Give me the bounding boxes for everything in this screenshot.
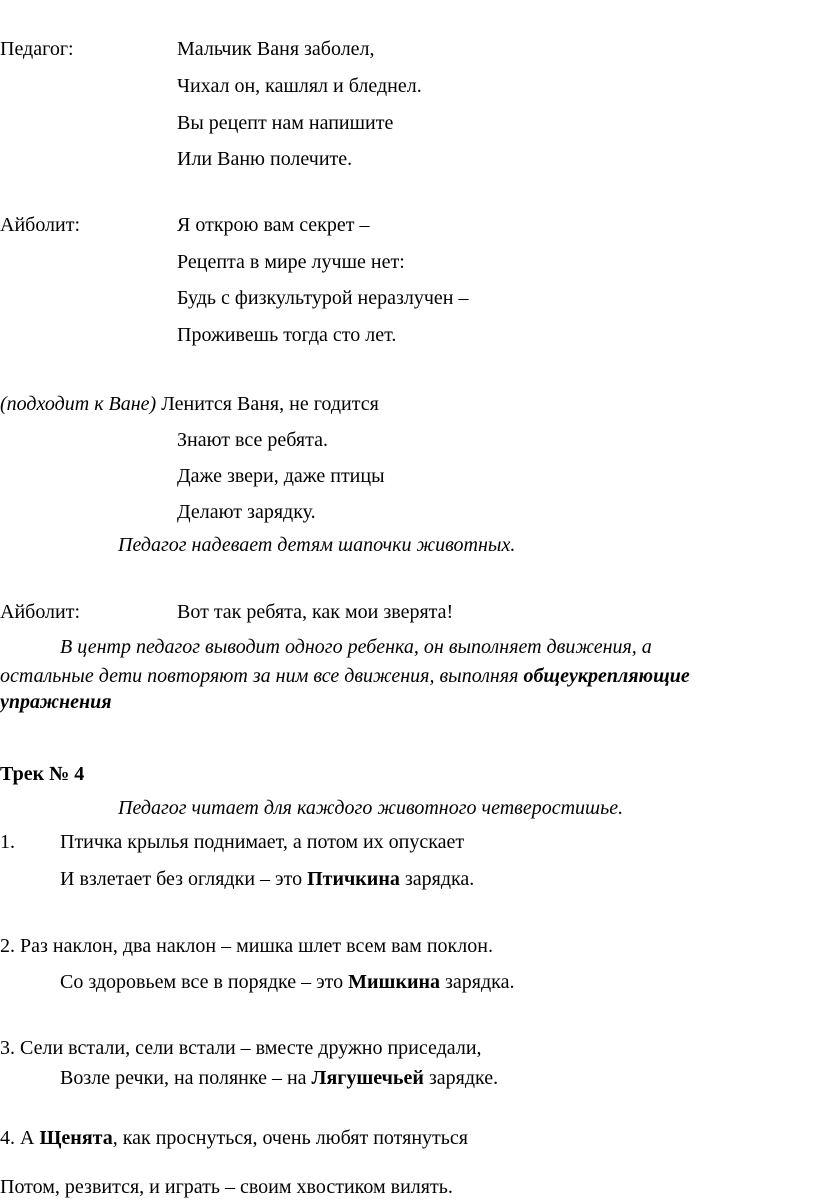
- verse-text: Ленится Ваня, не годится: [156, 393, 379, 415]
- stage-direction-text: остальные дети повторяют за ним все движения, выполняя: [0, 665, 524, 687]
- speaker-label: Айболит:: [0, 601, 81, 623]
- verse-line: Или Ваню полечите.: [177, 148, 353, 170]
- animal-name: Мишкина: [348, 971, 441, 993]
- verse-line: Потом, резвится, и играть – своим хвостиком вилять.: [0, 1176, 453, 1198]
- verse-line: Птичка крылья поднимает, а потом их опускает: [60, 831, 465, 853]
- verse-line: Вы рецепт нам напишите: [177, 112, 394, 134]
- stage-direction: В центр педагог выводит одного ребенка, он выполняет движения, а: [60, 636, 652, 658]
- speaker-label: Айболит:: [0, 214, 81, 236]
- verse-line: Мальчик Ваня заболел,: [177, 38, 375, 60]
- animal-name: Птичкина: [307, 868, 400, 890]
- verse-line: Проживешь тогда сто лет.: [177, 324, 397, 346]
- verse-text: Возле речки, на полянке – на: [60, 1067, 312, 1089]
- verse-text: зарядка.: [440, 971, 515, 993]
- animal-name: Лягушечьей: [311, 1067, 424, 1089]
- stage-direction: [0, 664, 690, 688]
- stage-remark: (подходит к Ване): [0, 393, 157, 415]
- stage-direction: Педагог читает для каждого животного четверостишье.: [118, 797, 624, 819]
- verse-text: И взлетает без оглядки – это: [60, 868, 308, 890]
- verse-line: [60, 1066, 498, 1090]
- stage-direction: Педагог надевает детям шапочки животных.: [118, 534, 516, 556]
- verse-line: [60, 970, 514, 994]
- verse-line: Даже звери, даже птицы: [177, 465, 385, 487]
- exercise-type: упражнения: [0, 691, 112, 713]
- item-number: 1.: [0, 831, 15, 853]
- speaker-label: Педагог:: [0, 38, 74, 60]
- animal-name: Щенята: [39, 1127, 113, 1149]
- verse-text: зарядке.: [423, 1067, 499, 1089]
- verse-line: Будь с физкультурой неразлучен –: [177, 287, 469, 309]
- track-title: Трек № 4: [0, 763, 85, 785]
- verse-line: [60, 867, 474, 891]
- verse-line: Делают зарядку.: [177, 501, 316, 523]
- verse-text: Со здоровьем все в порядке – это: [60, 971, 349, 993]
- verse-line: Рецепта в мире лучше нет:: [177, 251, 405, 273]
- verse-text: 4. А: [0, 1127, 40, 1149]
- verse-text: зарядка.: [399, 868, 475, 890]
- verse-line: [0, 1126, 468, 1150]
- verse-text: , как проснуться, очень любят потянуться: [112, 1127, 468, 1149]
- verse-line: Я открою вам секрет –: [177, 214, 370, 236]
- verse-line: 3. Сели встали, сели встали – вместе дружно приседали,: [0, 1037, 482, 1059]
- verse-line: 2. Раз наклон, два наклон – мишка шлет всем вам поклон.: [0, 935, 493, 957]
- verse-line: Чихал он, кашлял и бледнел.: [177, 75, 422, 97]
- verse-line: Знают все ребята.: [177, 429, 328, 451]
- exercise-type: общеукрепляющие: [523, 665, 690, 687]
- verse-line-with-remark: [0, 392, 379, 416]
- verse-line: Вот так ребята, как мои зверята!: [177, 601, 454, 623]
